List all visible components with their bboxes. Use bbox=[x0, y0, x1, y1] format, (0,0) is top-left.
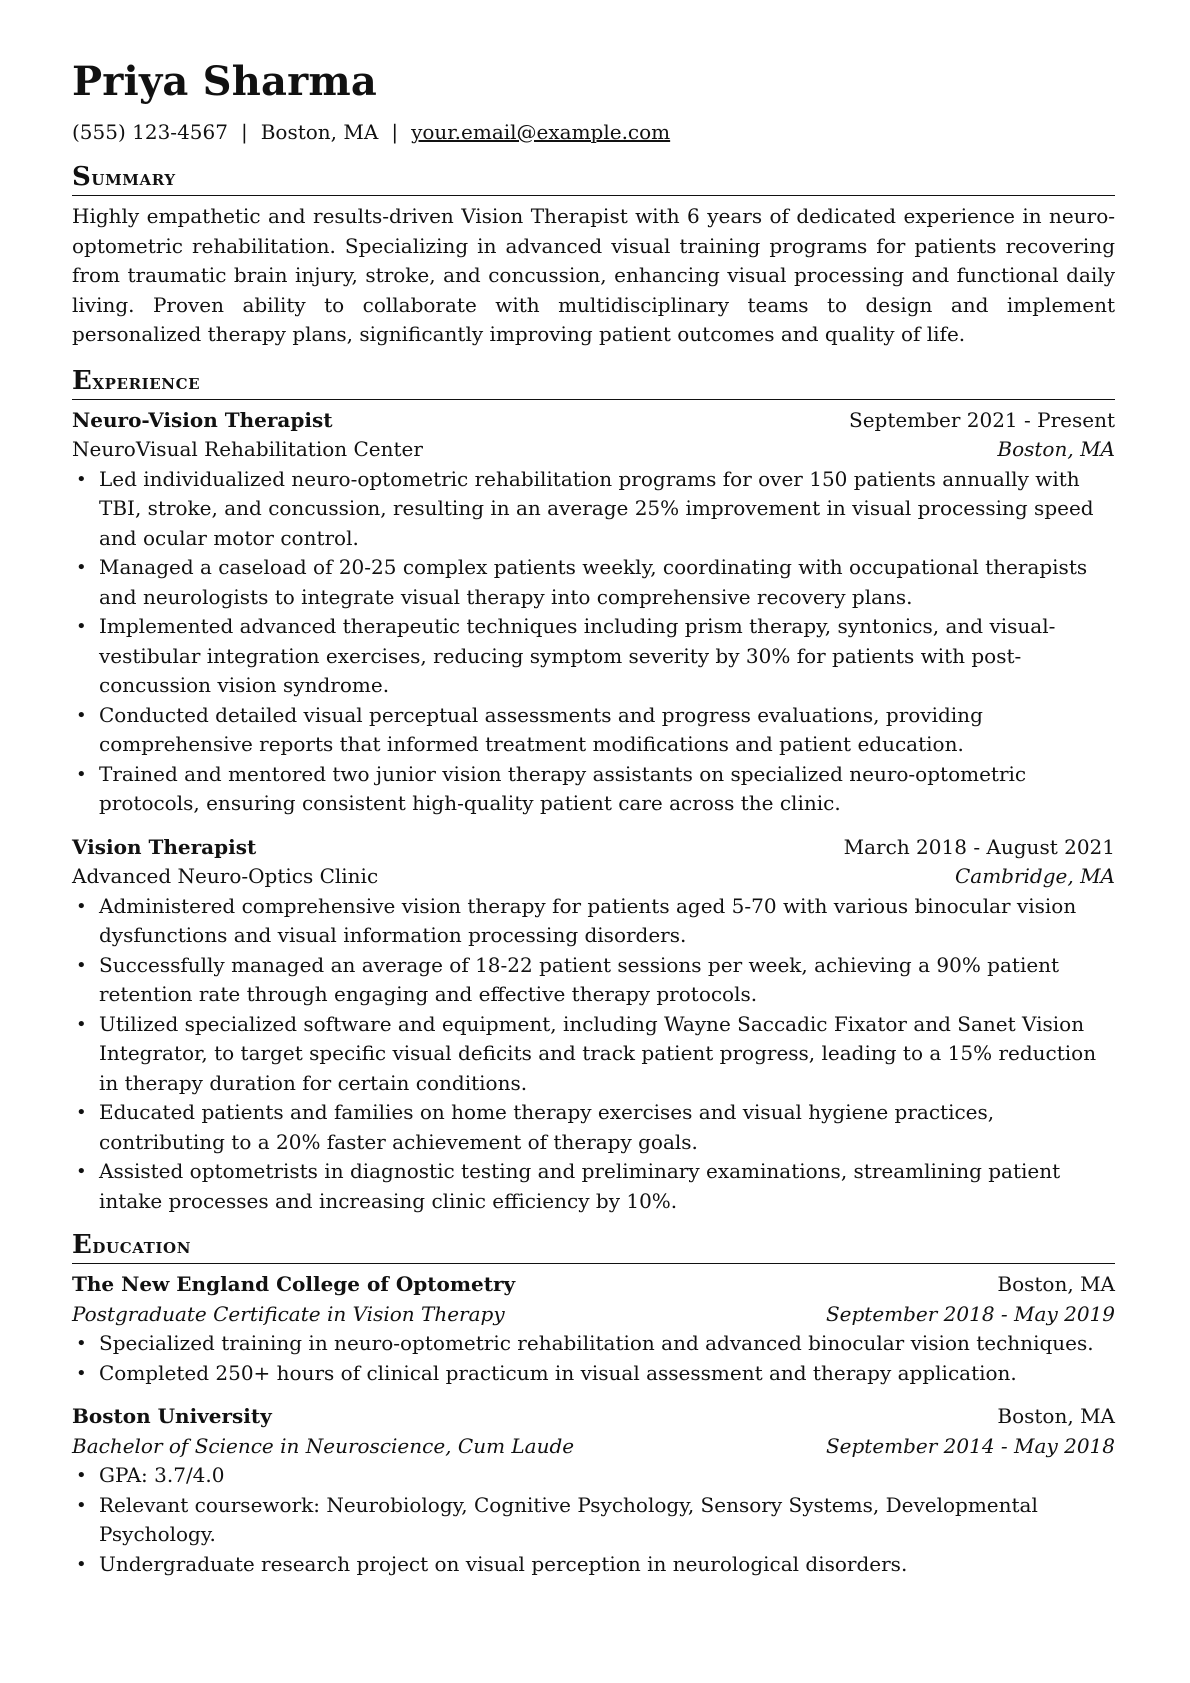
list-item: • Led individualized neuro-optometric rehabilitation programs for over 150 patients annually with TBI, stroke, and concussion, resulting in an average 25% improvement in visual processing speed and ocular motor control. bbox=[72, 465, 1115, 554]
school-location: Boston, MA bbox=[997, 1272, 1115, 1296]
school-name: The New England College of Optometry bbox=[72, 1272, 516, 1296]
bullet-list bbox=[72, 892, 1115, 1217]
list-item: • Educated patients and families on home therapy exercises and visual hygiene practices, contributing to a 20% faster achievement of therapy goals. bbox=[72, 1098, 1115, 1157]
job-title: Vision Therapist bbox=[72, 834, 257, 859]
entry-subheader-row bbox=[72, 435, 1115, 465]
list-item: • Administered comprehensive vision therapy for patients aged 5-70 with various binocular vision dysfunctions and visual information processing disorders. bbox=[72, 892, 1115, 951]
summary-text: Highly empathetic and results-driven Vision Therapist with 6 years of dedicated experience in neuro-optometric rehabilitation. Specializing in advanced visual training programs for patients recovering from traumatic brain injury, stroke, and concussion, enhancing visual processing and functional daily living. Proven ability to collaborate with multidisciplinary teams to design and implement personalized therapy plans, significantly improving patient outcomes and quality of life. bbox=[72, 204, 1115, 346]
location-text: Boston, MA bbox=[260, 120, 379, 144]
bullet-list bbox=[72, 465, 1115, 819]
education-entry bbox=[72, 1402, 1115, 1579]
entry-subheader-row bbox=[72, 1432, 1115, 1462]
entry-header-row bbox=[72, 406, 1115, 436]
contact-separator: | bbox=[391, 120, 399, 144]
phone-number: (555) 123-4567 bbox=[72, 120, 228, 144]
list-item: • Managed a caseload of 20-25 complex patients weekly, coordinating with occupational therapists and neurologists to integrate visual therapy into comprehensive recovery plans. bbox=[72, 553, 1115, 612]
education-dates: September 2018 - May 2019 bbox=[825, 1301, 1115, 1326]
job-location: Boston, MA bbox=[997, 437, 1115, 461]
entry-header-row bbox=[72, 833, 1115, 863]
bullet-list bbox=[72, 1329, 1115, 1388]
contact-separator: | bbox=[240, 120, 248, 144]
job-title: Neuro-Vision Therapist bbox=[72, 407, 333, 432]
entry-header-row bbox=[72, 1402, 1115, 1432]
job-dates: September 2021 - Present bbox=[849, 407, 1115, 432]
job-dates: March 2018 - August 2021 bbox=[843, 834, 1115, 859]
list-item: • Implemented advanced therapeutic techniques including prism therapy, syntonics, and visual-vestibular integration exercises, reducing symptom severity by 30% for patients with post-concussion vision syndrome. bbox=[72, 612, 1115, 701]
company-name: Advanced Neuro-Optics Clinic bbox=[72, 864, 379, 888]
entry-header-row bbox=[72, 1270, 1115, 1300]
section-title-summary: Summary bbox=[72, 162, 1115, 196]
candidate-name: Priya Sharma bbox=[72, 58, 378, 105]
degree-name: Postgraduate Certificate in Vision Therapy bbox=[72, 1301, 505, 1326]
resume-page bbox=[72, 58, 1115, 1587]
section-title-experience: Experience bbox=[72, 366, 1115, 400]
experience-entry bbox=[72, 833, 1115, 1217]
degree-name: Bachelor of Science in Neuroscience, Cum Laude bbox=[72, 1433, 575, 1458]
education-dates: September 2014 - May 2018 bbox=[825, 1433, 1115, 1458]
contact-line bbox=[72, 118, 1115, 146]
list-item: • Completed 250+ hours of clinical practicum in visual assessment and therapy application. bbox=[72, 1359, 1115, 1389]
experience-entry bbox=[72, 406, 1115, 819]
list-item: • Successfully managed an average of 18-22 patient sessions per week, achieving a 90% patient retention rate through engaging and effective therapy protocols. bbox=[72, 951, 1115, 1010]
section-title-education: Education bbox=[72, 1230, 1115, 1264]
list-item: • Relevant coursework: Neurobiology, Cognitive Psychology, Sensory Systems, Developmental Psychology. bbox=[72, 1491, 1115, 1550]
list-item: • Utilized specialized software and equipment, including Wayne Saccadic Fixator and Sanet Vision Integrator, to target specific visual deficits and track patient progress, leading to a 15% reduction in therapy duration for certain conditions. bbox=[72, 1010, 1115, 1099]
list-item: • Conducted detailed visual perceptual assessments and progress evaluations, providing comprehensive reports that informed treatment modifications and patient education. bbox=[72, 701, 1115, 760]
list-item: • Undergraduate research project on visual perception in neurological disorders. bbox=[72, 1550, 1115, 1580]
email-link[interactable]: your.email@example.com bbox=[411, 120, 671, 144]
list-item: • Assisted optometrists in diagnostic testing and preliminary examinations, streamlining patient intake processes and increasing clinic efficiency by 10%. bbox=[72, 1157, 1115, 1216]
list-item: • Specialized training in neuro-optometric rehabilitation and advanced binocular vision techniques. bbox=[72, 1329, 1115, 1359]
education-entry bbox=[72, 1270, 1115, 1388]
entry-subheader-row bbox=[72, 862, 1115, 892]
company-name: NeuroVisual Rehabilitation Center bbox=[72, 437, 423, 461]
bullet-list bbox=[72, 1461, 1115, 1579]
list-item: • GPA: 3.7/4.0 bbox=[72, 1461, 1115, 1491]
job-location: Cambridge, MA bbox=[954, 864, 1115, 888]
list-item: • Trained and mentored two junior vision therapy assistants on specialized neuro-optometric protocols, ensuring consistent high-quality patient care across the clinic. bbox=[72, 760, 1115, 819]
entry-subheader-row bbox=[72, 1300, 1115, 1330]
school-location: Boston, MA bbox=[997, 1404, 1115, 1428]
school-name: Boston University bbox=[72, 1404, 272, 1428]
